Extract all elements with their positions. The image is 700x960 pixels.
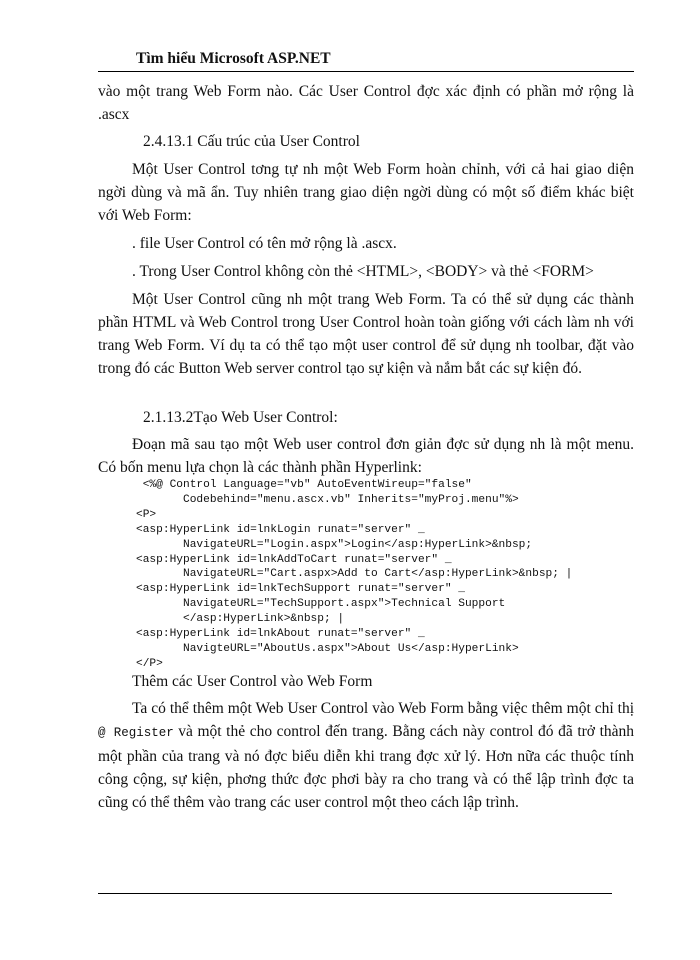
section-heading-add: Thêm các User Control vào Web Form <box>132 673 373 690</box>
code-line: NavigteURL="AboutUs.aspx">About Us</asp:HyperLink> <box>136 642 519 655</box>
section-heading-structure: 2.4.13.1 Cấu trúc của User Control <box>143 133 360 150</box>
header-rule <box>98 71 634 72</box>
paragraph-user-control-like-webform: Một User Control cũng nh một trang Web Form. Ta có thể sử dụng các thành phần HTML và Web Control trong User Control hoàn toàn giống với cách làm nh với trang Web Form. Ví dụ ta có thể tạo một user control để sử dụng nh toolbar, đặt vào trong đó các Button Web server control tạo sự kiện và nắm bắt các sự kiện đó. <box>98 291 634 377</box>
page-header-title: Tìm hiểu Microsoft ASP.NET <box>136 50 331 67</box>
code-line: NavigateURL="Cart.aspx>Add to Cart</asp:HyperLink>&nbsp; | <box>136 568 573 581</box>
register-inline-code: @ Register <box>98 726 174 740</box>
intro-paragraph: vào một trang Web Form nào. Các User Control đợc xác định có phần mở rộng là .ascx <box>98 83 634 123</box>
paragraph-structure: Một User Control tơng tự nh một Web Form hoàn chỉnh, với cả hai giao diện ngời dùng và mã ẩn. Tuy nhiên trang giao diện ngời dùng có một số điểm khác biệt với Web Form: <box>98 161 634 224</box>
code-line: </P> <box>136 657 163 670</box>
code-line: Codebehind="menu.ascx.vb" Inherits="myProj.menu"%> <box>136 493 519 506</box>
code-block <box>136 478 572 672</box>
code-line: <P> <box>136 508 157 521</box>
section-heading-create: 2.1.13.2Tạo Web User Control: <box>143 409 338 426</box>
bullet-no-html-tags: . Trong User Control không còn thẻ <HTML>, <BODY> và thẻ <FORM> <box>132 263 594 280</box>
code-line: <asp:HyperLink id=lnkTechSupport runat="server" _ <box>136 583 465 596</box>
code-line: NavigateURL="TechSupport.aspx">Technical Support <box>136 598 506 611</box>
code-line: <asp:HyperLink id=lnkAddToCart runat="server" _ <box>136 553 452 566</box>
footer-rule <box>98 893 612 894</box>
code-line: <asp:HyperLink id=lnkAbout runat="server" _ <box>136 628 425 641</box>
code-line: <asp:HyperLink id=lnkLogin runat="server" _ <box>136 523 425 536</box>
code-line: NavigateURL="Login.aspx">Login</asp:HyperLink>&nbsp; <box>136 538 533 551</box>
bullet-file-extension: . file User Control có tên mở rộng là .ascx. <box>132 235 397 252</box>
code-line: <%@ Control Language="vb" AutoEventWireup="false" <box>136 479 472 491</box>
code-line: </asp:HyperLink>&nbsp; | <box>136 613 345 626</box>
register-text-after: và một thẻ cho control đến trang. Bằng cách này control đó đã trở thành một phần của trang và nó đợc biểu diễn khi trang đợc xử lý. Hơn nữa các thuộc tính công cộng, sự kiện, phơng thức đợc phơi bày ra cho trang và có thể lập trình đợc ta cũng có thể thêm vào trang các user control một theo cách lập trình. <box>98 723 635 811</box>
register-text-before: Ta có thể thêm một Web User Control vào Web Form bằng việc thêm một chỉ thị <box>132 700 634 717</box>
paragraph-menu-intro: Đoạn mã sau tạo một Web user control đơn giản đợc sử dụng nh là một menu. Có bốn menu lựa chọn là các thành phần Hyperlink: <box>98 436 634 476</box>
paragraph-register-directive <box>98 697 634 814</box>
